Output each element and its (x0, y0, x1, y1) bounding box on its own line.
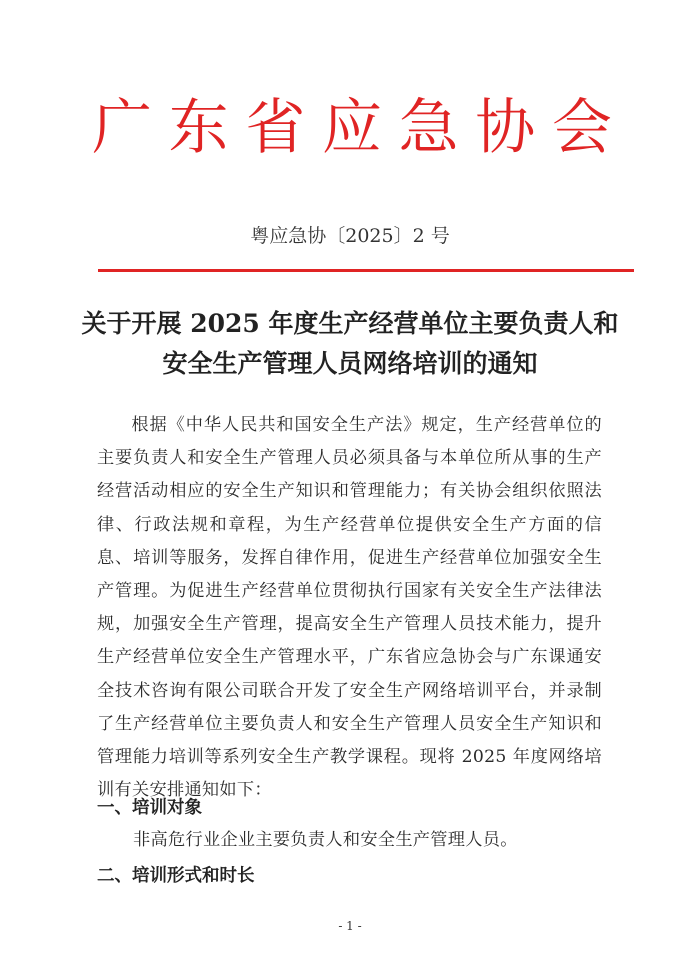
section-text-training-target: 非高危行业企业主要负责人和安全生产管理人员。 (133, 830, 518, 850)
org-title-char: 东 (168, 93, 229, 163)
section-heading-training-target: 一、培训对象 (97, 798, 202, 818)
document-number: 粤应急协〔2025〕2 号 (250, 225, 450, 247)
notice-body-paragraph: 根据《中华人民共和国安全生产法》规定，生产经营单位的主要负责人和安全生产管理人员必须具备与本单位所从事的生产经营活动相应的安全生产知识和管理能力；有关协会组织依照法律、行政法规和章程，为生产经营单位提供安全生产方面的信息、培训等服务，发挥自律作用，促进生产经营单位加强安全生产管理。为促进生产经营单位贯彻执行国家有关安全生产法律法规，加强安全生产管理，提高安全生产管理人员技术能力，提升生产经营单位安全生产管理水平，广东省应急协会与广东课通安全技术咨询有限公司联合开发了安全生产网络培训平台，并录制了生产经营单位主要负责人和安全生产管理人员安全生产知识和管理能力培训等系列安全生产教学课程。现将 2025 年度网络培训有关安排通知如下： (97, 415, 602, 801)
org-title-char: 会 (551, 93, 612, 163)
notice-title-line-1: 关于开展 2025 年度生产经营单位主要负责人和 (81, 309, 619, 338)
org-title-char: 急 (398, 93, 459, 163)
section-heading-training-format: 二、培训形式和时长 (97, 866, 255, 886)
org-title-char: 省 (245, 93, 306, 163)
red-divider-line (98, 269, 634, 272)
page-number: - 1 - (338, 919, 362, 933)
notice-title-line-2: 安全生产管理人员网络培训的通知 (162, 349, 538, 378)
org-title-char: 应 (321, 93, 382, 163)
org-title-char: 广 (92, 93, 152, 163)
org-title (92, 88, 612, 168)
org-title-char: 协 (475, 93, 536, 163)
